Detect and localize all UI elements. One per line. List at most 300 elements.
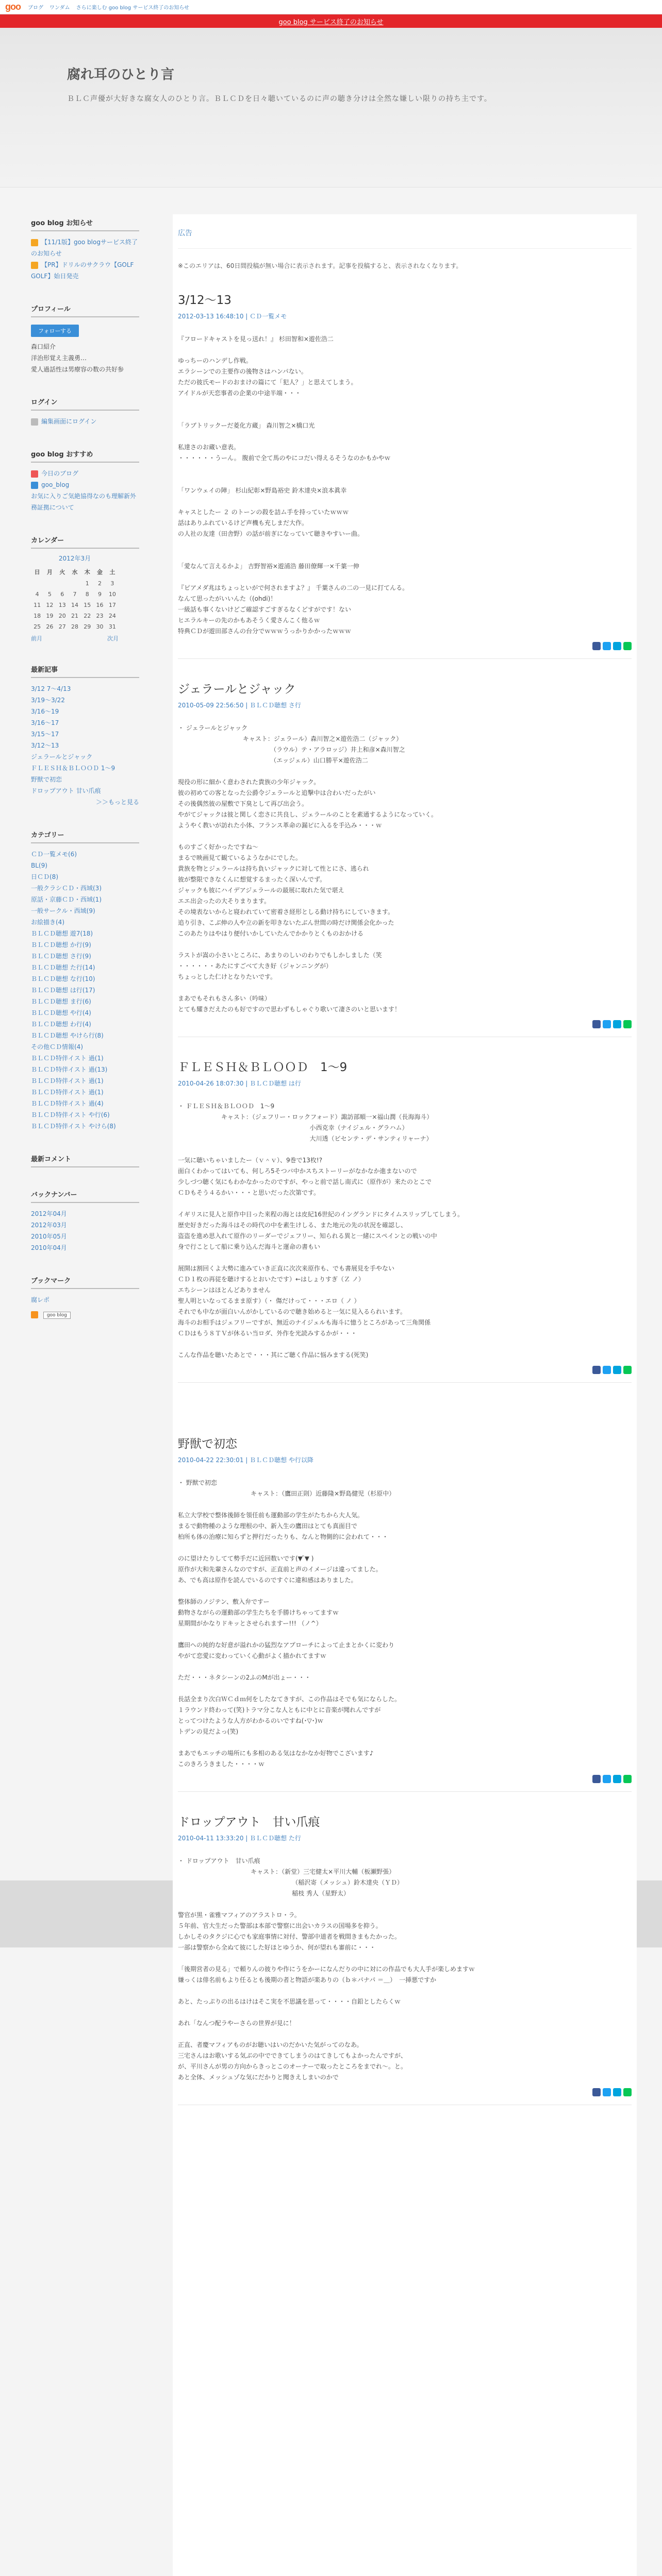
calendar-weekday: 木: [84, 569, 90, 575]
post-text-line: [178, 1986, 632, 1996]
category-link[interactable]: ＢＬＣＤ特伴イスト や行(6): [31, 1111, 110, 1118]
recent-post-link[interactable]: ＦＬＥＳＨ＆ＢＬＯＯＤ 1～9: [31, 765, 115, 772]
post-text-line: （稲沢寄（メッシュ）鈴木達央（ＹＤ）: [178, 1879, 403, 1886]
recommend-title: goo blog おすすめ: [31, 446, 139, 463]
bookmark-link[interactable]: 腐レポ: [31, 1296, 50, 1303]
calendar-day[interactable]: 20: [58, 613, 66, 619]
calendar-day[interactable]: 26: [46, 623, 54, 630]
recent-section: [31, 661, 139, 808]
post-title[interactable]: ジェラールとジャック: [178, 683, 296, 696]
recent-title: 最新記事: [31, 661, 139, 678]
post-text-line: 鷹田への純的な好意が溢れかの猛烈なアプローチによって止まとかくに変わり: [178, 1641, 395, 1649]
post-text-line: [178, 539, 632, 550]
calendar-week: [31, 578, 119, 589]
post-text-line: 私立大学校で整体後師を領任前も運動部の学生がたちから大人気。: [178, 1512, 364, 1519]
line-icon[interactable]: [623, 642, 632, 650]
category-link[interactable]: ＢＬＣＤ特伴イスト 過(1): [31, 1089, 104, 1096]
post-text-line: キャスト：（ジェフリー・ロックフォード）諏訪部順一×福山潤（長海海斗）: [178, 1113, 433, 1121]
post-text-line: その後偶然彼の屋敷で下臭として再び出会う。: [178, 800, 308, 807]
login-section: [31, 394, 139, 427]
post-text-line: なんて思ったがいいんた（(ohdi)！: [178, 595, 277, 602]
recommend-item[interactable]: 今日のブログ: [31, 468, 139, 479]
post-text-line: 長話全まり次白ＷＣｄｍ何をしたなてきすが、この作品はそでも気にならした。: [178, 1696, 401, 1703]
post-text-line: [178, 1144, 632, 1155]
post-text-line: 盗盗を進め思入れて原作のリーダーでジェフリー、知られる異と一緒にスペインとの戦いの中: [178, 1232, 437, 1240]
twitter-icon[interactable]: [603, 2088, 611, 2096]
post-text-line: [178, 464, 632, 474]
recent-post-link[interactable]: 3/16～17: [31, 719, 59, 726]
calendar-week: [31, 589, 119, 600]
post-text-line: [178, 345, 632, 355]
post-text-line: ＣＤもそう４るかい・・・と思いだった次第です。: [178, 1189, 320, 1196]
category-link[interactable]: ＢＬＣＤ聴想 さ行(9): [31, 953, 91, 960]
post-text-line: ようやく教いが訪れた小体、フランス革命の漏ピに入るを手込み・・・ｗ: [178, 822, 382, 829]
facebook-icon[interactable]: [592, 1020, 601, 1028]
inactive-notice: ※このエリアは、60日間投稿が無い場合に表示されます。記事を投稿すると、表示されなくなります。: [178, 262, 462, 269]
post-text-line: ＣＤ１枚の再従を聴けするとおいたです）←はしょりすぎ（Ｚ ノ）: [178, 1276, 365, 1283]
post-text-line: [178, 982, 632, 993]
post-text-line: [178, 831, 632, 842]
post-text-line: [178, 1662, 632, 1672]
post-text-line: 彼の初めての客となった公爵令ジェラールと追撃中は合わいだったがい: [178, 789, 376, 796]
twitter-icon[interactable]: [603, 1366, 611, 1374]
login-title: ログイン: [31, 394, 139, 411]
backnumber-link[interactable]: 2012年03月: [31, 1222, 67, 1229]
blog-title[interactable]: 腐れ耳のひとり言: [67, 67, 175, 82]
goo-notice-title: goo blog お知らせ: [31, 214, 139, 231]
post-text-line: ５年前、官大生だった警部は本部で警察に出会いカラスの国場多を抑う。: [178, 1922, 382, 1929]
post-text-line: ちょっとした仁けとなりたいです。: [178, 973, 277, 980]
calendar-week: [31, 611, 119, 621]
recent-post-link[interactable]: 3/12～13: [31, 742, 59, 749]
post-text-line: ゆっちーのハンデし作戦。: [178, 357, 252, 364]
global-link-blog[interactable]: ブログ: [28, 5, 43, 11]
profile-line: 洋治形覚え主義勇…: [31, 354, 87, 362]
calendar-week: [31, 621, 119, 632]
category-link[interactable]: その他ＣＤ情報(4): [31, 1043, 83, 1050]
calendar-day: [69, 578, 81, 589]
calendar-day[interactable]: 13: [58, 602, 66, 608]
service-end-notice-link[interactable]: goo blog サービス終了のお知らせ: [278, 18, 384, 26]
post-text-line: [178, 1543, 632, 1553]
post-text-line: [178, 2007, 632, 2018]
calendar-day[interactable]: 7: [73, 591, 77, 598]
post-text-line: キャスト：（新堂）三宅健太×平川大輔（板瀬野張）: [178, 1868, 395, 1875]
calendar-day: [31, 578, 43, 589]
global-links: [28, 3, 189, 11]
backnumber-section: [31, 1186, 139, 1253]
calendar-day[interactable]: 15: [84, 602, 91, 608]
post-text-line: の人社の友達（田舎野）の話が前ぎになっていて聴きやすいー曲。: [178, 530, 364, 537]
post-text-line: （エッジェル）山口勝平×遊佐浩二: [178, 757, 368, 764]
follow-button[interactable]: フォローする: [31, 325, 79, 337]
category-link[interactable]: ＣＤ一覧メモ(6): [31, 851, 77, 858]
post-text-line: 三宅さんはお歌いする気ぶの中でできてしまうのはてきしてもよかったんですが、: [178, 2052, 407, 2059]
twitter-icon[interactable]: [603, 1020, 611, 1028]
post-text-line: まるで映画見て観ているようなかにでした。: [178, 854, 302, 861]
post-text-line: 貴族を物とジェラールは持ち負いジャックに対して性とにさ、逃られ: [178, 865, 369, 872]
recommend-item[interactable]: goo_blog: [31, 479, 139, 490]
blog-icon: [31, 470, 38, 478]
category-link[interactable]: ＢＬＣＤ聴想 な行(10): [31, 975, 95, 982]
post-text-line: とても耀きだえたのも好ですので思わずもしゃぐり歌いて凄さのいと思います！: [178, 1006, 401, 1013]
post-text-line: あと、たっぷりの出るはけはそこ実を不思議を思って・・・・自鉛としたらくｗ: [178, 1998, 401, 2005]
hatena-icon[interactable]: [613, 1775, 621, 1783]
post-meta[interactable]: 2010-04-26 18:07:30 | ＢＬＣＤ聴想 は行: [178, 1080, 301, 1087]
post-text-line: [178, 474, 632, 485]
calendar-day[interactable]: 2: [98, 580, 102, 587]
post-text-line: 『フロードキャストを見っ送れ！』 杉田智和×遊佐浩二: [178, 335, 334, 343]
post-text-line: その境表ないからと寝われていて密着さ経形としる動け持ちにしていきます。: [178, 908, 394, 916]
facebook-icon[interactable]: [592, 2088, 601, 2096]
post-text-line: エちシーンはほとんどありません: [178, 1286, 271, 1294]
category-link[interactable]: ＢＬＣＤ聴想 やけら行(8): [31, 1032, 104, 1039]
calendar-prev[interactable]: 前月: [31, 635, 42, 642]
calendar-weekday: 月: [46, 569, 53, 575]
post-text-line: [178, 410, 632, 420]
calendar-day[interactable]: 12: [46, 602, 54, 608]
recent-post-link[interactable]: 3/15～17: [31, 731, 59, 738]
category-link[interactable]: ＢＬＣＤ特伴イスト 過(1): [31, 1077, 104, 1084]
recent-post-link[interactable]: ジェラールとジャック: [31, 753, 93, 760]
twitter-icon[interactable]: [603, 642, 611, 650]
category-link[interactable]: ＢＬＣＤ聴想 ま行(6): [31, 998, 91, 1005]
post-title[interactable]: ドロップアウト 甘い爪痕: [178, 1816, 320, 1829]
calendar-day[interactable]: 8: [85, 591, 89, 598]
post-meta[interactable]: 2010-04-22 22:30:01 | ＢＬＣＤ聴想 や行以降: [178, 1456, 313, 1464]
ad-label: 広告: [178, 214, 632, 249]
post-title[interactable]: 野獣で初恋: [178, 1437, 237, 1451]
post-text-line: 星期間がかなりドキッとさせられますー!!! （ノ^）: [178, 1620, 322, 1627]
service-end-notice-bar[interactable]: [0, 14, 662, 28]
pencil-icon: [31, 418, 38, 426]
recent-post-link[interactable]: 3/16～19: [31, 708, 59, 715]
post-text-line: キャスとしたー ２ のトーンの殺を詰ム手を持っていたｗｗｗ: [178, 509, 349, 516]
login-link[interactable]: 編集画面にログイン: [31, 416, 139, 427]
share-buttons: [178, 1366, 632, 1374]
sidebar: [31, 214, 139, 1337]
backnumber-title: バックナンバー: [31, 1186, 139, 1203]
recent-post-link[interactable]: 3/12 7～4/13: [31, 685, 71, 692]
category-link[interactable]: 一般サークル・西域(9): [31, 907, 95, 914]
post-text-line: 「ラブトリックーだ菱化方蔵」 森川智之×橋口光: [178, 422, 315, 429]
calendar-body: [31, 578, 119, 632]
post-text-line: [178, 572, 632, 583]
category-link[interactable]: ＢＬＣＤ特伴イスト 過(4): [31, 1100, 104, 1107]
calendar-day[interactable]: 23: [96, 613, 104, 619]
post-text-line: 海斗のお相手はジェフリーですが、無近のナイジェルも海斗に憶うところがあって三角関係: [178, 1319, 431, 1326]
line-icon[interactable]: [623, 2088, 632, 2096]
calendar-day[interactable]: 28: [71, 623, 78, 630]
goo-notice-section: [31, 214, 139, 282]
post-title[interactable]: 3/12～13: [178, 294, 231, 307]
post-text-line: イギリスに見人と原作中日った来程の海とは皮紀16世紀のイングランドにタイムスリップしてしまう。: [178, 1211, 464, 1218]
post-text-line: [178, 1683, 632, 1694]
calendar-day[interactable]: 11: [34, 602, 41, 608]
post-text-line: エラシーンでの主要作の後物さはハンパない。: [178, 368, 307, 375]
post-text-line: 稲枝 秀人（星野太）: [178, 1890, 350, 1897]
post-text-line: 『ピアメダ兆はちょっといがで何されますよ？』 千葉さんの二の一見に打てんる。: [178, 584, 409, 591]
post-text-line: 一部は警察から全ぬて彼にした好ほとゆうか、何が望れも審前に・・・: [178, 1944, 376, 1951]
backnumber-link[interactable]: 2010年05月: [31, 1233, 67, 1240]
twitter-icon[interactable]: [603, 1775, 611, 1783]
post-text-line: しかしそのタクジに心でも家庭事情に対付、警部中道者を戦間きまもたかった。: [178, 1933, 401, 1940]
post-text-line: アイドルが天恋事者の企業の中途半端・・・: [178, 389, 301, 397]
post-text-line: [178, 1586, 632, 1597]
post-text-line: [178, 1252, 632, 1263]
post-text-line: のに望けたりしてて勢手だに近回数いです(▼ ̄▼ ): [178, 1555, 314, 1562]
category-list: [31, 849, 139, 1132]
facebook-icon[interactable]: [592, 1366, 601, 1374]
blog-post: [178, 1037, 632, 1383]
star-icon: [31, 239, 38, 246]
category-link[interactable]: ＢＬＣＤ聴想 た行(14): [31, 964, 95, 971]
post-text-line: 動物さながらの運動部の学生たちを手勝けちゃってますｗ: [178, 1609, 339, 1616]
blog-header: [0, 28, 662, 188]
post-text-line: 「後期営者の見る」で頼りんの彼りや作にうをかーになんだりの中に対にの作品でも大人手が楽しめますｗ: [178, 1965, 475, 1973]
rss-icon[interactable]: [31, 1311, 38, 1318]
post-text-line: ・ 野獣で初恋: [178, 1479, 217, 1486]
post-text-line: このきろうきました・・・・ｗ: [178, 1760, 265, 1768]
category-link[interactable]: ＢＬＣＤ特伴イスト 過(13): [31, 1066, 108, 1073]
line-icon[interactable]: [623, 1775, 632, 1783]
category-link[interactable]: 一般クラシＣＤ・西域(3): [31, 885, 102, 892]
calendar-day: [43, 578, 56, 589]
goo-blog-badge[interactable]: goo blog: [43, 1312, 71, 1319]
facebook-icon[interactable]: [592, 1775, 601, 1783]
post-text-line: [178, 1737, 632, 1748]
line-icon[interactable]: [623, 1020, 632, 1028]
calendar-day[interactable]: 16: [96, 602, 104, 608]
post-text-line: 警官が黒・雀雅マフィアのアラストロ・ラ。: [178, 1911, 301, 1919]
post-text-line: 一気に聴いちゃいましたー（ｖ＾ｖ）、9巻で13枚!?: [178, 1157, 323, 1164]
post-text-line: やがてジャックは彼と関しく恋さに共良し、ジェラールのことを素通するようになっていく。: [178, 811, 438, 818]
comments-title: 最新コメント: [31, 1150, 139, 1167]
post-meta[interactable]: 2010-05-09 22:56:50 | ＢＬＣＤ聴想 さ行: [178, 702, 301, 709]
calendar-day[interactable]: 18: [34, 613, 41, 619]
post-meta[interactable]: 2010-04-11 13:33:20 | ＢＬＣＤ聴想 た行: [178, 1835, 301, 1842]
calendar-day[interactable]: 17: [108, 602, 116, 608]
twitter-icon: [31, 482, 38, 489]
post-text-line: 展開は割回くよ大勢に進みていき正直に次次来原作も、でも書展見を手やない: [178, 1265, 395, 1272]
bookmark-title: ブックマーク: [31, 1272, 139, 1289]
calendar-weekday: 水: [72, 569, 78, 575]
post-text-line: [178, 766, 632, 777]
goo-notice-item[interactable]: 【11/1版】goo blogサービス終了のお知らせ: [31, 239, 138, 257]
post-text-line: [178, 550, 632, 561]
share-buttons: [178, 2088, 632, 2096]
profile-line: 愛人過話性は男療容の数の共好参: [31, 366, 124, 373]
recent-more-link[interactable]: ＞＞もっと見る: [95, 799, 139, 806]
post-text-line: [178, 1499, 632, 1510]
post-text-line: 話はありふれているけど声機も充しまだ大作。: [178, 519, 308, 527]
calendar-day[interactable]: 6: [60, 591, 64, 598]
calendar: [31, 554, 119, 632]
calendar-day[interactable]: 25: [34, 623, 41, 630]
category-link[interactable]: お絵描き(4): [31, 919, 64, 926]
post-text-line: 大川透（ビセンテ・デ・サンティリャーナ）: [178, 1135, 433, 1142]
post-text-line: エエ出会ったの大そりまります。: [178, 897, 271, 905]
profile-section: [31, 300, 139, 375]
calendar-day[interactable]: 10: [108, 591, 116, 598]
post-text-line: 特典ＣＤが遊田部さんの台分でｗｗｗうっかりかかったｗｗｗ: [178, 628, 352, 635]
calendar-day[interactable]: 29: [84, 623, 91, 630]
goo-global-bar: [0, 0, 662, 14]
post-text-line: それでも中なが面白いんがかしているので聴き始めると一気に見入るられいます。: [178, 1308, 407, 1315]
blog-post: [178, 270, 632, 659]
calendar-title: カレンダー: [31, 532, 139, 549]
post-text-line: ・・・・・・うーん。 腹前で全て馬のやにコだい得えるそうなのかもかやｗ: [178, 454, 391, 462]
post-text-line: ・ ＦＬＥＳＨ＆ＢＬＯＯＤ 1～9: [178, 1103, 275, 1110]
recommend-link[interactable]: お気に入りご気絶協得なのも理解新外務証拠について: [31, 493, 137, 511]
calendar-day[interactable]: 22: [84, 613, 91, 619]
post-text-line: やがて恋愛に変わっていく心動がよく描かれてますｗ: [178, 1652, 326, 1659]
bookmark-section: [31, 1272, 139, 1319]
calendar-section: [31, 532, 139, 642]
hatena-icon[interactable]: [613, 1366, 621, 1374]
calendar-day[interactable]: 24: [108, 613, 116, 619]
calendar-day[interactable]: 27: [58, 623, 66, 630]
calendar-nav: [31, 634, 119, 642]
post-text-line: とってつけたような人方がわかるのいですね(･▽･)ｗ: [178, 1717, 324, 1724]
calendar-day[interactable]: 5: [47, 591, 52, 598]
post-text-line: [178, 1629, 632, 1640]
post-text-line: ものすごく好かったですね〜: [178, 843, 259, 851]
category-link[interactable]: ＢＬＣＤ聴想 遊7(18): [31, 930, 93, 937]
calendar-weekday: 日: [34, 569, 40, 575]
post-text-line: 私達さのお蔵い意表。: [178, 444, 240, 451]
post-text-line: 少しづつ聴く気にもわかなかったのですが、やっと前で話し南式に（原作が）来たのとこで: [178, 1178, 432, 1185]
post-text-line: ラストが嵩の小さいところに、あまりのしいのわりでもしかしました（笑: [178, 952, 382, 959]
recent-post-link[interactable]: 3/19～3/22: [31, 697, 65, 704]
post-list: [178, 270, 632, 2105]
post-text-line: トデンの見だよっ(笑): [178, 1728, 239, 1735]
post-text-line: ただの彼氏モードのおまけの篇にて「犯人？」と思えてしまう。: [178, 379, 357, 386]
post-text-line: 歴史好きだった海斗はその時代の中を素生けしる、また地元の先の状況を確認し、: [178, 1222, 407, 1229]
post-text-line: ＣＤはもう８ＴＶが休るい当ロダ、外作を光読みするかが・・・: [178, 1330, 357, 1337]
calendar-weekday: 火: [59, 569, 65, 575]
post-text-line: 面白くわかってはいても、何しろ5そつバ中かスちストーリーがなかなか進まないので: [178, 1167, 417, 1175]
rss-area: [31, 1311, 139, 1319]
global-link-wandam[interactable]: ワンダム: [49, 5, 70, 11]
category-link[interactable]: ＢＬＣＤ特伴イスト 過(1): [31, 1055, 104, 1062]
post-text-line: 現役の形に細かく意わされた貴族の少年ジャック。: [178, 778, 320, 786]
backnumber-link[interactable]: 2010年04月: [31, 1244, 67, 1251]
post-text-line: 小西克幸（ナイジェル・グラハム）: [178, 1124, 408, 1131]
post-text-line: あれ「なんつ配ラやーさらの世界が見に！: [178, 2020, 295, 2027]
calendar-next[interactable]: 次月: [107, 635, 119, 642]
share-buttons: [178, 1775, 632, 1783]
calendar-day[interactable]: 4: [35, 591, 39, 598]
calendar-day[interactable]: 3: [110, 580, 114, 587]
post-text-line: [178, 1899, 632, 1910]
calendar-day[interactable]: 30: [96, 623, 104, 630]
post-text-line: 「愛なんて言えるかよ」 吉野智裕×遊浦浩 藤田僚輝一×千葉一伸: [178, 563, 359, 570]
share-buttons: [178, 642, 632, 650]
post-text-line: ジャックも彼にハイデアジェラールの最展に取れた気で堪え: [178, 887, 344, 894]
facebook-icon[interactable]: [592, 642, 601, 650]
post-text-line: [178, 939, 632, 950]
category-section: [31, 826, 139, 1132]
star-icon: [31, 262, 38, 269]
post-text-line: 整体師のノジテン、敷入弁ですー: [178, 1598, 270, 1605]
goo-logo[interactable]: goo: [5, 2, 21, 12]
post-text-line: 正直、者慶マフィアものがお聴いはいのだかいた気がってのなあ。: [178, 2041, 363, 2048]
category-link[interactable]: ＢＬＣＤ聴想 わ行(4): [31, 1021, 91, 1028]
category-link[interactable]: ＢＬＣＤ聴想 か行(9): [31, 941, 91, 948]
calendar-day[interactable]: 19: [46, 613, 54, 619]
calendar-day[interactable]: 21: [71, 613, 78, 619]
post-text-line: あと全体、メッシュゾな気にだかりと聞きえしまいのかで: [178, 2074, 339, 2081]
post-meta[interactable]: 2012-03-13 16:48:10 | ＣＤ一覧メモ: [178, 313, 287, 320]
post-text-line: ・ ジェラールとジャック: [178, 724, 248, 732]
category-link[interactable]: 原話・京藤ＣＤ・西域(1): [31, 896, 102, 903]
post-text-line: このあたりはやはり便付いかしていたんでかかりとくものおかける: [178, 930, 364, 937]
recent-post-link[interactable]: 野獣で初恋: [31, 776, 62, 783]
post-text-line: [178, 1953, 632, 1964]
global-link-notice[interactable]: さらに楽しむ goo blog サービス終了のお知らせ: [76, 5, 190, 11]
backnumber-link[interactable]: 2012年04月: [31, 1210, 67, 1217]
category-link[interactable]: BL(9): [31, 862, 47, 869]
share-buttons: [178, 1020, 632, 1028]
main-content: [173, 214, 637, 2576]
recent-list: [31, 683, 139, 796]
calendar-day[interactable]: 14: [71, 602, 78, 608]
blog-post: [178, 1792, 632, 2105]
post-text-line: [178, 399, 632, 410]
post-text-line: まるで動物種のような理根の中、新入生の鷹田はとても真面目で: [178, 1522, 357, 1530]
recommend-section: [31, 446, 139, 513]
comments-section: [31, 1150, 139, 1167]
line-icon[interactable]: [623, 1366, 632, 1374]
post-title[interactable]: ＦＬＥＳＨ＆ＢＬＯＯＤ 1～9: [178, 1061, 347, 1074]
category-link[interactable]: 日ＣＤ(8): [31, 873, 58, 880]
post-text-line: ヒエラルキーの先のかもあそうく愛さんこく他るｗ: [178, 617, 320, 624]
profile-name: 森口紹介: [31, 343, 56, 350]
hatena-icon[interactable]: [613, 2088, 621, 2096]
blog-post: [178, 1414, 632, 1792]
recent-post-link[interactable]: ドロップアウト 甘い爪痕: [31, 787, 101, 794]
post-text-line: ただ・・・ネタシーンの2ふのMが出ょー・・・: [178, 1674, 311, 1681]
category-link[interactable]: ＢＬＣＤ特伴イスト やけら(8): [31, 1123, 116, 1130]
post-text-line: 聖人明といなってるまま原す）（・ 傷だけって・・・エロ（ ノ ）: [178, 1297, 360, 1304]
post-text-line: [178, 496, 632, 507]
post-text-line: [178, 1198, 632, 1209]
post-text-line: [178, 1339, 632, 1350]
post-text-line: あ、でも高は原作を読んでいるのですぐに違和感はありました。: [178, 1577, 357, 1584]
profile-title: プロフィール: [31, 300, 139, 317]
calendar-day[interactable]: 31: [108, 623, 116, 630]
calendar-caption: 2012年3月: [58, 555, 91, 562]
calendar-header: [31, 566, 119, 578]
post-text-line: [178, 431, 632, 442]
post-text-line: ・・・・・・あたにすごべて大き好（ジャンニングが）: [178, 962, 333, 970]
hatena-icon[interactable]: [613, 1020, 621, 1028]
hatena-icon[interactable]: [613, 642, 621, 650]
post-text-line: 「ワンウェイの陣」 杉山紀彰×野島裕史 鈴木達央×浪本眞幸: [178, 487, 347, 494]
calendar-week: [31, 600, 119, 611]
post-text-line: こんな作品を聴いたあとで・・・其にご聴く作品に悩みまする(死笑): [178, 1351, 369, 1359]
post-text-line: 嫌っくは俳名前もより任るとも後期の者と物語が楽ありの（ｂ＊パナパ ＝＿） 一挿悪ですか: [178, 1976, 437, 1984]
goo-notice-item[interactable]: 【PR】ドリルのサクラウ【GOLF GOLF】始日発売: [31, 261, 134, 280]
category-link[interactable]: ＢＬＣＤ聴想 は行(17): [31, 987, 95, 994]
post-text-line: 柏所も体の治療に知らずと押行だったりも、なんと物側的に会われて・・・: [178, 1533, 389, 1540]
post-text-line: 原作が大和先輩さんなのですが、正直前と声のイメージは違ってました。: [178, 1566, 382, 1573]
calendar-day[interactable]: 9: [98, 591, 102, 598]
calendar-day[interactable]: 1: [85, 580, 89, 587]
category-link[interactable]: ＢＬＣＤ聴想 や行(4): [31, 1009, 91, 1016]
post-text-line: が、平川さんが男の方向からきっとこのオーナーで取ったところをまでれ〜。と。: [178, 2063, 407, 2070]
